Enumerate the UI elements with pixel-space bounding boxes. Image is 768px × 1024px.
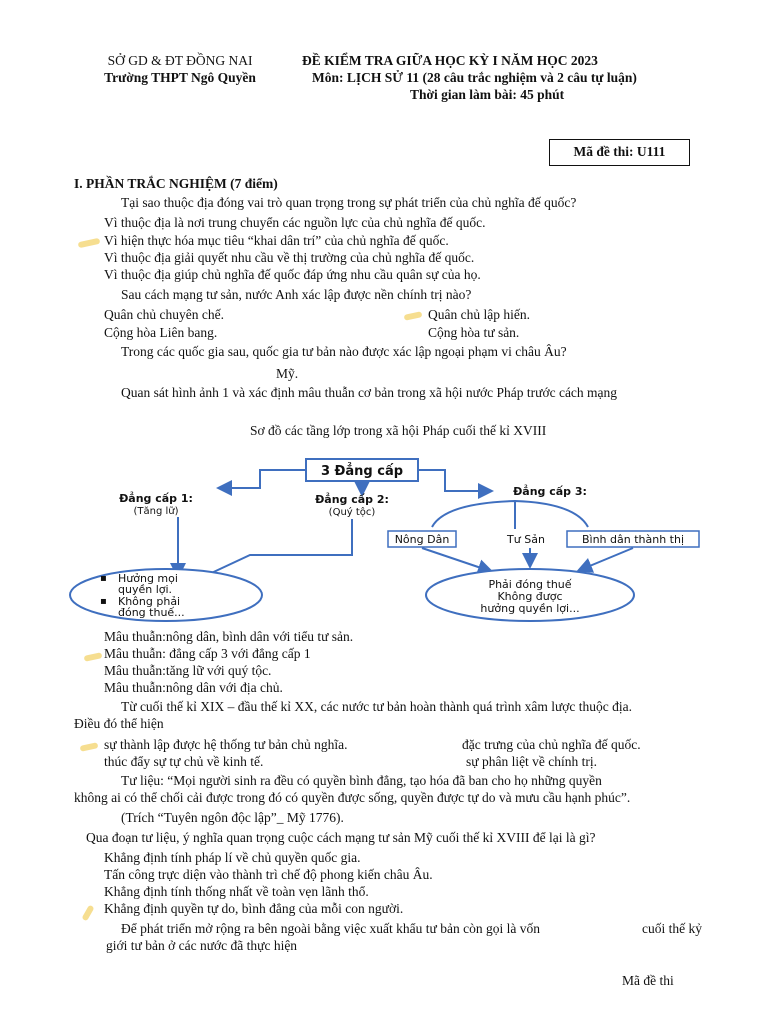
group-urban-poor: Bình dân thành thị (581, 533, 685, 546)
question-5-text: Từ cuối thế kỉ XIX – đầu thế kỉ XX, các nước tư bản hoàn thành quá trình xâm lược thuộc địa. (121, 699, 633, 714)
svg-text:▪: ▪ (100, 573, 107, 584)
q5-option-a: sự thành lập được hệ thống tư bản chủ nghĩa. (104, 737, 348, 752)
department-name: SỞ GD & ĐT ĐỒNG NAI (107, 53, 253, 68)
privileged-line-3: Không phải (118, 595, 181, 608)
privileged-line-4: đóng thuế... (118, 606, 185, 619)
highlight-mark (78, 238, 101, 248)
question-3-text: Trong các quốc gia sau, quốc gia tư bản nào được xác lập ngoại phạm vi châu Âu? (121, 344, 567, 359)
q4-option-a: Mâu thuẫn:nông dân, bình dân với tiểu tư sản. (104, 629, 354, 644)
question-5-text-cont: Điều đó thể hiện (74, 716, 164, 731)
group-bourgeoisie: Tư Sản (507, 533, 545, 546)
q5-option-b: đặc trưng của chủ nghĩa đế quốc. (462, 737, 641, 752)
estate-1-sub: (Tăng lữ) (133, 506, 179, 517)
footer-exam-code: Mã đề thi (622, 973, 674, 988)
third-line-2: Không được (497, 590, 563, 603)
section-title: I. PHẦN TRẮC NGHIỆM (7 điểm) (74, 176, 278, 191)
third-line-1: Phải đóng thuế (488, 578, 572, 591)
exam-subject: Môn: LỊCH SỬ 11 (28 câu trắc nghiệm và 2 câu tự luận) (312, 70, 637, 85)
q1-option-d: Vì thuộc địa giúp chủ nghĩa đế quốc đáp ứng nhu cầu quân sự của họ. (104, 267, 481, 282)
estate-2-title: Đẳng cấp 2: (315, 493, 389, 506)
social-estates-diagram (60, 455, 720, 630)
highlight-mark (404, 311, 423, 321)
question-7-text: Để phát triển mở rộng ra bên ngoài bằng việc xuất khẩu tư bản còn gọi là vốn (121, 921, 540, 936)
exam-code-box: Mã đề thi: U111 (549, 139, 690, 166)
q6-option-c: Khẳng định tính thống nhất về toàn vẹn lãnh thổ. (104, 884, 369, 899)
q6-quote-line-1: Tư liệu: “Mọi người sinh ra đều có quyền bình đẳng, tạo hóa đã ban cho họ những quyền (121, 773, 602, 788)
exam-time: Thời gian làm bài: 45 phút (410, 87, 565, 102)
estate-2-sub: (Quý tộc) (328, 507, 376, 518)
q2-option-d: Cộng hòa tư sản. (428, 325, 520, 340)
q2-option-a: Quân chủ chuyên chế. (104, 307, 224, 322)
q4-option-c: Mâu thuẫn:tăng lữ với quý tộc. (104, 663, 272, 678)
estate-3-title: Đẳng cấp 3: (513, 485, 587, 498)
q5-option-c: thúc đẩy sự tự chủ về kinh tế. (104, 754, 264, 769)
q2-option-c: Cộng hòa Liên bang. (104, 325, 218, 340)
diagram-root-label: 3 Đẳng cấp (320, 464, 404, 479)
q1-option-a: Vì thuộc địa là nơi trung chuyển các nguồn lực của chủ nghĩa đế quốc. (104, 215, 486, 230)
q2-option-b: Quân chủ lập hiến. (428, 307, 530, 322)
q6-option-d: Khẳng định quyền tự do, bình đẳng của mỗi con người. (104, 901, 404, 916)
exam-title: ĐỀ KIỂM TRA GIỮA HỌC KỲ I NĂM HỌC 2023 (302, 53, 598, 68)
school-name: Trường THPT Ngô Quyền (104, 70, 256, 85)
q6-option-a: Khẳng định tính pháp lí về chủ quyền quốc gia. (104, 850, 361, 865)
q6-quote-source: (Trích “Tuyên ngôn độc lập”_ Mỹ 1776). (121, 810, 344, 825)
highlight-mark (84, 652, 103, 662)
q6-quote-line-2: không ai có thể chối cải được trong đó có quyền được sống, quyền được tự do và mưu cầu hạnh phúc”. (74, 790, 631, 805)
question-7-text-cont: giới tư bản ở các nước đã thực hiện (106, 938, 298, 953)
question-1-text: Tại sao thuộc địa đóng vai trò quan trọng trong sự phát triển của chủ nghĩa đế quốc? (121, 195, 577, 210)
highlight-mark (81, 905, 94, 922)
group-peasants: Nông Dân (394, 533, 450, 546)
estate-1-title: Đẳng cấp 1: (119, 492, 193, 505)
privileged-line-1: Hưởng mọi (118, 572, 178, 585)
question-7-text-right: cuối thế kỷ (642, 921, 702, 936)
question-2-text: Sau cách mạng tư sản, nước Anh xác lập được nền chính trị nào? (121, 287, 472, 302)
highlight-mark (80, 742, 99, 752)
q4-option-d: Mâu thuẫn:nông dân với địa chủ. (104, 680, 283, 695)
q1-option-c: Vì thuộc địa giải quyết nhu cầu về thị trường của chủ nghĩa đế quốc. (104, 250, 475, 265)
q4-option-b: Mâu thuẫn: đẳng cấp 3 với đẳng cấp 1 (104, 646, 311, 661)
q1-option-b: Vì hiện thực hóa mục tiêu “khai dân trí” của chủ nghĩa đế quốc. (104, 233, 449, 248)
question-6-text: Qua đoạn tư liệu, ý nghĩa quan trọng cuộc cách mạng tư sản Mỹ cuối thế kỉ XVIII để lại là gì? (86, 830, 596, 845)
q5-option-d: sự phân liệt về chính trị. (466, 754, 598, 769)
q3-option-a: Mỹ. (276, 366, 299, 381)
question-4-text: Quan sát hình ảnh 1 và xác định mâu thuẫn cơ bản trong xã hội nước Pháp trước cách mạng (121, 385, 618, 400)
third-line-3: hưởng quyền lợi... (480, 602, 580, 615)
q6-option-b: Tấn công trực diện vào thành trì chế độ phong kiến châu Âu. (104, 867, 433, 882)
privileged-line-2: quyền lợi. (118, 583, 173, 596)
svg-text:▪: ▪ (100, 596, 107, 607)
diagram-caption: Sơ đồ các tầng lớp trong xã hội Pháp cuối thế kỉ XVIII (250, 423, 547, 438)
